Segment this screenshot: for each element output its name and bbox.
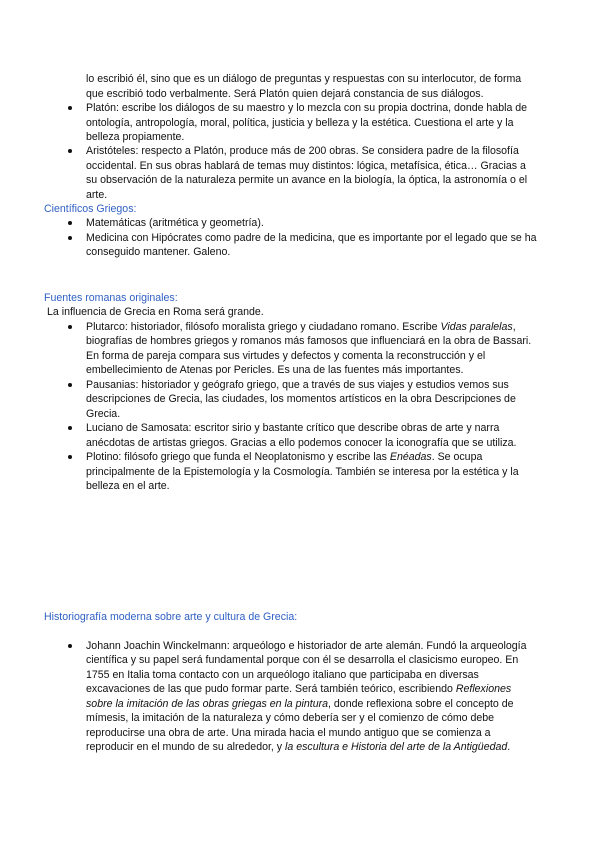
- bullet: [68, 221, 72, 225]
- historiografia-heading: Historiografía moderna sobre arte y cultura de Grecia:: [44, 611, 298, 623]
- intro-line-1: lo escribió él, sino que es un diálogo de preguntas y respuestas con su interlocutor, de forma: [86, 73, 522, 85]
- winckelmann-line-1: Johann Joachin Winckelmann: arqueólogo e historiador de arte alemán. Fundó la arqueología: [86, 640, 527, 652]
- bullet: [68, 325, 72, 329]
- winckelmann-line-8: reproducir en el mundo de su alrededor, y la escultura e Historia del arte de la Antigüedad.: [86, 741, 511, 753]
- winckelmann-line-4: excavaciones de las que pudo formar parte. Será también teórico, escribiendo Reflexiones: [86, 683, 512, 695]
- bullet: [68, 149, 72, 153]
- bullet: [68, 455, 72, 459]
- bullet: [68, 383, 72, 387]
- platon-line-1: Platón: escribe los diálogos de su maestro y lo mezcla con su propia doctrina, donde habla de: [86, 102, 528, 114]
- winckelmann-line-2: científica y su papel será fundamental porque con él se desarrolla el clasicismo europeo. En: [86, 654, 519, 666]
- cientificos-heading: Científicos Griegos:: [44, 203, 137, 215]
- bullet: [68, 236, 72, 240]
- cientificos-item-2-line-2: conseguido mantener. Galeno.: [86, 246, 231, 258]
- fuentes-intro: La influencia de Grecia en Roma será grande.: [47, 306, 264, 318]
- cientificos-item-2-line-1: Medicina con Hipócrates como padre de la medicina, que es importante por el legado que se ha: [86, 232, 537, 244]
- intro-line-2: que escribió todo verbalmente. Será Platón quien dejará constancia de sus diálogos.: [86, 88, 484, 100]
- pausanias-line-3: Grecia.: [86, 408, 121, 420]
- winckelmann-line-5: sobre la imitación de las obras griegas en la pintura, donde reflexiona sobre el concepto de: [86, 698, 514, 710]
- pausanias-line-2: descripciones de Grecia, las ciudades, los momentos artísticos en la obra Descripciones de: [86, 393, 516, 405]
- plutarco-line-1: Plutarco: historiador, filósofo moralista griego y ciudadano romano. Escribe Vidas paralelas,: [86, 321, 516, 333]
- luciano-line-1: Luciano de Samosata: escritor sirio y bastante crítico que describe obras de arte y narra: [86, 422, 500, 434]
- plutarco-line-2: biografías de hombres griegos y romanos más famosos que influenciará en la obra de Bassari.: [86, 335, 532, 347]
- fuentes-heading: Fuentes romanas originales:: [44, 292, 178, 304]
- luciano-line-2: anécdotas de artistas griegos. Gracias a ello podemos conocer la iconografía que se utiliza.: [86, 437, 517, 449]
- aristoteles-line-2: occidental. En sus obras hablará de temas muy distintos: lógica, metafísica, ética… Gracias a: [86, 160, 526, 172]
- platon-line-2: ontología, antropología, moral, política, justicia y belleza y la estética. Cuestiona el arte y la: [86, 117, 514, 129]
- plotino-line-2: principalmente de la Epistemología y la Cosmología. También se interesa por la estética y la: [86, 466, 519, 478]
- bullet: [68, 426, 72, 430]
- bullet: [68, 644, 72, 648]
- aristoteles-line-3: su observación de la naturaleza permite un avance en la biología, la óptica, la astronomía o el: [86, 174, 528, 186]
- plutarco-line-4: embellecimiento de Atenas por Pericles. Es una de las fuentes más importantes.: [86, 364, 464, 376]
- plotino-line-1: Plotino: filósofo griego que funda el Neoplatonismo y escribe las Enéadas. Se ocupa: [86, 451, 483, 463]
- pausanias-line-1: Pausanias: historiador y geógrafo griego, que a través de sus viajes y estudios vemos sus: [86, 379, 509, 391]
- platon-line-3: belleza propiamente.: [86, 131, 185, 143]
- winckelmann-line-3: 1755 en Italia toma contacto con un arqueólogo italiano que participaba en diversas: [86, 669, 479, 681]
- winckelmann-line-7: reproducirse una obra de arte. Una mirada hacia el mundo antiguo que se comienza a: [86, 727, 491, 739]
- plutarco-line-3: En forma de pareja compara sus virtudes y defectos y comenta la reconstrucción y el: [86, 350, 486, 362]
- plotino-line-3: belleza en el arte.: [86, 480, 170, 492]
- aristoteles-line-4: arte.: [86, 189, 108, 201]
- aristoteles-line-1: Aristóteles: respecto a Platón, produce más de 200 obras. Se considera padre de la filosofía: [86, 145, 519, 157]
- winckelmann-line-6: mímesis, la imitación de la naturaleza y cómo debería ser y el comienzo de cómo debe: [86, 712, 495, 724]
- bullet: [68, 106, 72, 110]
- cientificos-item-1: Matemáticas (aritmética y geometría).: [86, 217, 264, 229]
